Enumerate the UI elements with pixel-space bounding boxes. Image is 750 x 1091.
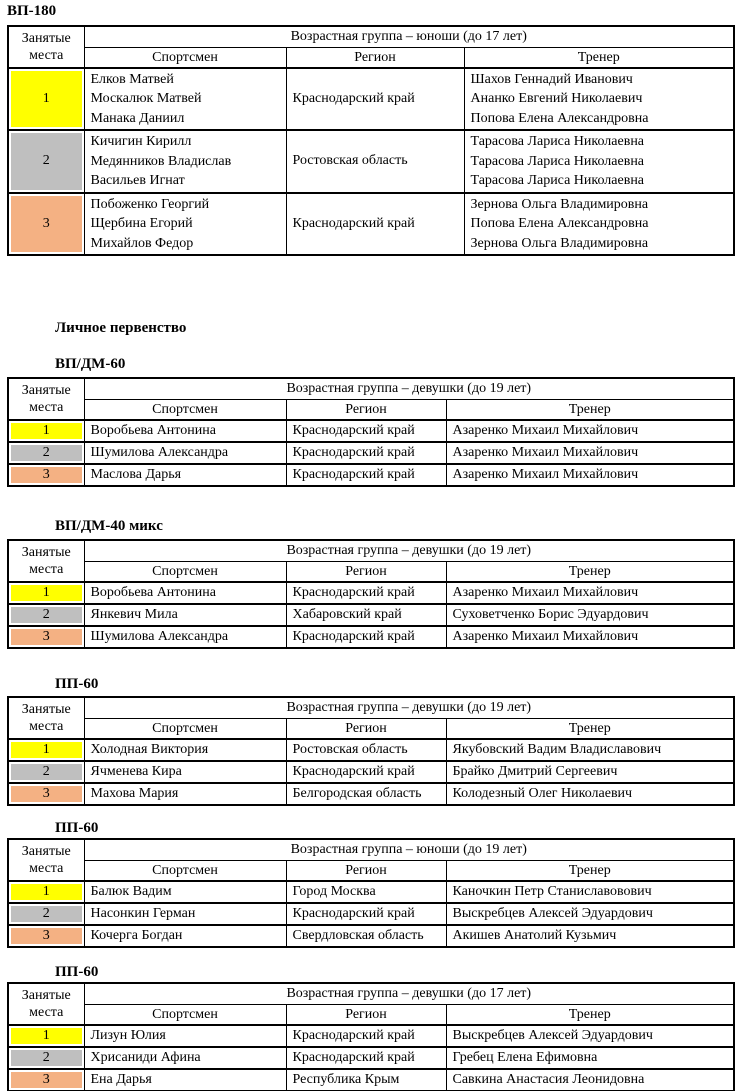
table-row [8,47,734,68]
table-row [8,420,734,442]
coach-header-cell: Тренер [464,47,734,68]
table-row [8,739,734,761]
athlete-line: Побоженко Георгий [90,196,210,212]
group-header-cell: Возрастная группа – девушки (до 19 лет) [84,540,734,561]
table-row [8,26,734,47]
coach-cell [464,68,734,131]
table-title-pp-60-boys-u19: ПП-60 [55,820,99,836]
coach-line: Зернова Ольга Владимировна [470,235,649,251]
region-cell: Краснодарский край [286,420,446,442]
coach-line: Тарасова Лариса Николаевна [470,153,645,169]
athlete-cell: Воробьева Антонина [84,582,286,604]
place-cell: 3 [8,464,84,486]
coach-cell: Суховетченко Борис Эдуардович [446,604,734,626]
coach-cell: Гребец Елена Ефимовна [446,1047,734,1069]
athlete-header-cell: Спортсмен [84,860,286,881]
coach-cell: Якубовский Вадим Владиславович [446,739,734,761]
place-cell: 2 [8,442,84,464]
place-cell: 1 [8,739,84,761]
table-row [8,582,734,604]
place-cell: 1 [8,68,84,131]
athlete-line: Васильев Игнат [90,173,185,188]
coach-line: Попова Елена Александровна [470,216,649,231]
table-row [8,881,734,903]
table-row [8,399,734,420]
coach-line: Зернова Ольга Владимировна [470,196,649,212]
place-cell: 2 [8,604,84,626]
athlete-cell: Холодная Виктория [84,739,286,761]
athlete-cell: Шумилова Александра [84,626,286,648]
region-cell: Краснодарский край [286,442,446,464]
region-cell: Краснодарский край [286,1047,446,1069]
table-row [8,860,734,881]
coach-header-cell: Тренер [446,860,734,881]
region-header-cell: Регион [286,860,446,881]
athlete-cell: Лизун Юлия [84,1025,286,1047]
region-cell: Ростовская область [286,739,446,761]
table-row [8,1069,734,1091]
coach-line: Тарасова Лариса Николаевна [470,173,645,188]
region-cell: Хабаровский край [286,604,446,626]
table-row [8,1047,734,1069]
coach-header-cell: Тренер [446,399,734,420]
place-cell: 3 [8,1069,84,1091]
place-cell: 3 [8,193,84,256]
table-row [8,697,734,718]
athlete-cell [84,68,286,131]
athlete-line: Кичигин Кирилл [90,134,192,149]
athlete-cell: Маслова Дарья [84,464,286,486]
coach-header-cell: Тренер [446,718,734,739]
table-row [8,1004,734,1025]
coach-cell: Брайко Дмитрий Сергеевич [446,761,734,783]
coach-cell: Выскребцев Алексей Эдуардович [446,903,734,925]
athlete-header-cell: Спортсмен [84,47,286,68]
athlete-cell: Воробьева Антонина [84,420,286,442]
place-cell: 3 [8,925,84,947]
athlete-cell: Ена Дарья [84,1069,286,1091]
region-cell: Краснодарский край [286,464,446,486]
athlete-header-cell: Спортсмен [84,399,286,420]
table-pp-60-boys-u19 [7,838,735,948]
athlete-cell: Ячменева Кира [84,761,286,783]
group-header-cell: Возрастная группа – девушки (до 19 лет) [84,697,734,718]
place-cell: 2 [8,761,84,783]
coach-cell: Савкина Анастасия Леонидовна [446,1069,734,1091]
coach-line: Попова Елена Александровна [470,110,649,126]
table-row [8,193,734,256]
region-cell: Краснодарский край [286,903,446,925]
place-cell: 3 [8,783,84,805]
table-vp-dm-60 [7,377,735,487]
coach-cell: Колодезный Олег Николаевич [446,783,734,805]
athlete-line: Медянников Владислав [90,153,232,169]
athlete-cell: Балюк Вадим [84,881,286,903]
table-row [8,540,734,561]
region-header-cell: Регион [286,1004,446,1025]
table-title-vp-dm-60: ВП/ДМ-60 [55,356,126,372]
place-cell: 2 [8,903,84,925]
places-header-cell: Занятые места [8,839,84,881]
table-title-vp-180: ВП-180 [7,3,57,19]
group-header-cell: Возрастная группа – юноши (до 19 лет) [84,839,734,860]
region-header-cell: Регион [286,561,446,582]
athlete-line: Елков Матвей [90,71,174,87]
athlete-line: Михайлов Федор [90,235,194,251]
place-cell: 1 [8,1025,84,1047]
athlete-header-cell: Спортсмен [84,561,286,582]
table-pp-60-girls-u19 [7,696,735,806]
table-row [8,718,734,739]
place-cell: 2 [8,1047,84,1069]
athlete-header-cell: Спортсмен [84,1004,286,1025]
region-cell: Краснодарский край [286,761,446,783]
region-header-cell: Регион [286,718,446,739]
coach-line: Шахов Геннадий Иванович [470,71,633,87]
section-heading: Личное первенство [55,320,187,336]
place-cell: 2 [8,130,84,193]
table-title-pp-60-girls-u19: ПП-60 [55,676,99,692]
table-row [8,761,734,783]
coach-cell: Азаренко Михаил Михайлович [446,464,734,486]
group-header-cell: Возрастная группа – девушки (до 19 лет) [84,378,734,399]
region-cell: Краснодарский край [286,193,464,256]
region-cell: Город Москва [286,881,446,903]
region-header-cell: Регион [286,399,446,420]
table-vp-180 [7,25,735,256]
table-row [8,983,734,1004]
athlete-cell: Кочерга Богдан [84,925,286,947]
table-row [8,68,734,131]
athlete-cell [84,193,286,256]
table-row [8,464,734,486]
athlete-cell [84,130,286,193]
place-cell: 1 [8,420,84,442]
region-cell: Краснодарский край [286,626,446,648]
places-header-cell: Занятые места [8,378,84,420]
places-header-cell: Занятые места [8,697,84,739]
athlete-cell: Махова Мария [84,783,286,805]
coach-line: Тарасова Лариса Николаевна [470,134,645,149]
place-cell: 1 [8,881,84,903]
region-cell: Краснодарский край [286,68,464,131]
table-row [8,839,734,860]
coach-cell: Азаренко Михаил Михайлович [446,420,734,442]
table-row [8,442,734,464]
athlete-header-cell: Спортсмен [84,718,286,739]
athlete-cell: Янкевич Мила [84,604,286,626]
region-cell: Ростовская область [286,130,464,193]
places-header-cell: Занятые места [8,540,84,582]
coach-cell: Азаренко Михаил Михайлович [446,442,734,464]
table-row [8,925,734,947]
place-cell: 3 [8,626,84,648]
table-row [8,561,734,582]
table-row [8,604,734,626]
places-header-cell: Занятые места [8,983,84,1025]
coach-cell [464,193,734,256]
region-cell: Белгородская область [286,783,446,805]
athlete-cell: Шумилова Александра [84,442,286,464]
table-row [8,378,734,399]
athlete-line: Манака Даниил [90,110,185,126]
coach-cell: Азаренко Михаил Михайлович [446,626,734,648]
coach-cell [464,130,734,193]
group-header-cell: Возрастная группа – юноши (до 17 лет) [84,26,734,47]
coach-cell: Выскребцев Алексей Эдуардович [446,1025,734,1047]
coach-cell: Каночкин Петр Станиславовович [446,881,734,903]
region-header-cell: Регион [286,47,464,68]
table-title-vp-dm-40-mix: ВП/ДМ-40 микс [55,518,163,534]
athlete-cell: Хрисаниди Афина [84,1047,286,1069]
region-cell: Республика Крым [286,1069,446,1091]
table-row [8,1025,734,1047]
table-pp-60-girls-u17 [7,982,735,1091]
athlete-line: Щербина Егорий [90,216,193,231]
table-row [8,626,734,648]
table-row [8,130,734,193]
table-vp-dm-40-mix [7,539,735,649]
coach-cell: Азаренко Михаил Михайлович [446,582,734,604]
coach-header-cell: Тренер [446,1004,734,1025]
region-cell: Краснодарский край [286,1025,446,1047]
coach-cell: Акишев Анатолий Кузьмич [446,925,734,947]
group-header-cell: Возрастная группа – девушки (до 17 лет) [84,983,734,1004]
region-cell: Краснодарский край [286,582,446,604]
coach-line: Ананко Евгений Николаевич [470,91,643,106]
table-title-pp-60-girls-u17: ПП-60 [55,964,99,980]
places-header-cell: Занятые места [8,26,84,68]
table-row [8,783,734,805]
region-cell: Свердловская область [286,925,446,947]
table-row [8,903,734,925]
place-cell: 1 [8,582,84,604]
athlete-cell: Насонкин Герман [84,903,286,925]
coach-header-cell: Тренер [446,561,734,582]
athlete-line: Москалюк Матвей [90,91,202,106]
